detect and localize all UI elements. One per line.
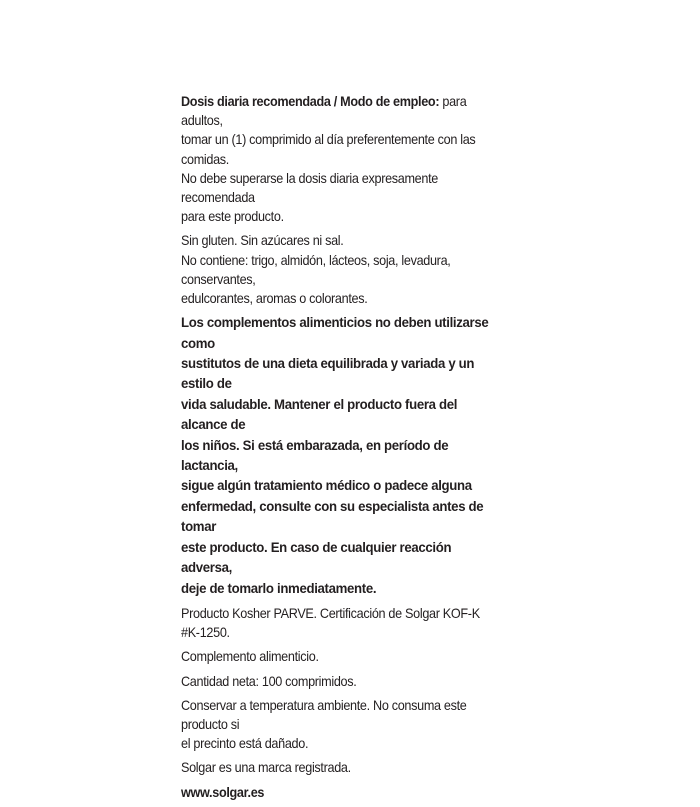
dosage-paragraph — [181, 92, 497, 226]
website-link: www.solgar.es — [181, 784, 265, 800]
kosher-certification: Producto Kosher PARVE. Certificación de Solgar KOF-K #K-1250. — [181, 605, 480, 641]
free-from-paragraph: Sin gluten. Sin azúcares ni sal. No contiene: trigo, almidón, lácteos, soja, levadura, conservantes, edulcorantes, aromas o colorantes. — [181, 233, 451, 307]
storage-instructions: Conservar a temperatura ambiente. No consuma este producto si el precinto está dañado. — [181, 697, 467, 752]
dosage-text: para adultos, tomar un (1) comprimido al día preferentemente con las comidas. No debe superarse la dosis diaria expresamente recomendada para este producto. — [181, 94, 476, 225]
warning-paragraph: Los complementos alimenticios no deben utilizarse como sustitutos de una dieta equilibrada y variada y un estilo de vida saludable. Mantener el producto fuera del alcance de los niños. Si está embarazada, en período de lactancia, sigue algún tratamiento médico o padece alguna enfermedad, consulte con su especialista antes de tomar este producto. En caso de cualquier reacción adversa, deje de tomarlo inmediatamente. — [181, 315, 489, 597]
supplement-type: Complemento alimenticio. — [181, 649, 319, 665]
net-quantity: Cantidad neta: 100 comprimidos. — [181, 673, 357, 689]
trademark-notice: Solgar es una marca registrada. — [181, 760, 351, 776]
dosage-heading: Dosis diaria recomendada / Modo de empleo: — [181, 94, 440, 109]
